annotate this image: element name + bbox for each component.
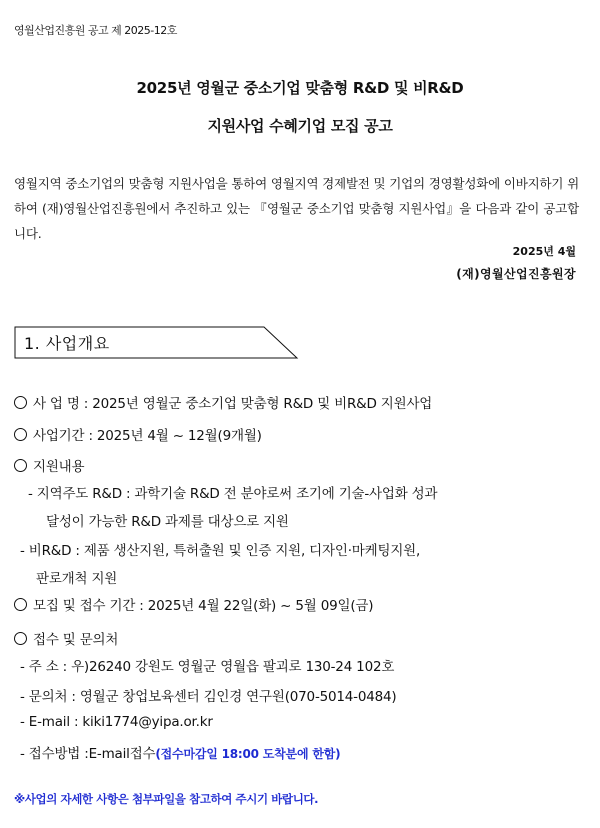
email-line: - E-mail : kiki1774@yipa.or.kr (20, 714, 213, 730)
method-text: - 접수방법 :E-mail접수 (20, 746, 156, 762)
announcement-date: 2025년 4월 (512, 245, 576, 258)
intro-paragraph (14, 171, 579, 246)
intro-text: 영월지역 중소기업의 맞춤형 지원사업을 통하여 영월지역 경제발전 및 기업의 경영활성화에 이바지하기 위하여 (재)영월산업진흥원에서 추진하고 있는 『영월군 중소기업 맞춤형 지원사업』을 다음과 같이 공고합니다. (14, 176, 579, 241)
period-row (14, 424, 262, 444)
contact-row (14, 628, 118, 648)
section-title: 1. 사업개요 (24, 334, 110, 353)
support-row (14, 455, 84, 475)
method-note: (접수마감일 18:00 도착분에 한함) (155, 747, 341, 761)
circle-bullet-icon (14, 632, 27, 645)
organization-name: (재)영월산업진흥원장 (456, 267, 576, 281)
project-name-text: 사 업 명 : 2025년 영월군 중소기업 맞춤형 R&D 및 비R&D 지원사업 (33, 396, 433, 412)
contact-label: 접수 및 문의처 (33, 632, 119, 648)
section-heading-box (14, 326, 298, 358)
support-nonrnd-line1: - 비R&D : 제품 생산지원, 특허출원 및 인증 지원, 디자인·마케팅지원, (20, 543, 421, 559)
footnote: ※사업의 자세한 사항은 첨부파일을 참고하여 주시기 바랍니다. (14, 792, 319, 806)
circle-bullet-icon (14, 396, 27, 409)
period-text: 사업기간 : 2025년 4월 ~ 12월(9개월) (33, 428, 262, 444)
inquiry-line: - 문의처 : 영월군 창업보육센터 김인경 연구원(070-5014-0484) (20, 689, 397, 705)
method-line (20, 742, 340, 762)
recruit-period-text: 모집 및 접수 기간 : 2025년 4월 22일(화) ~ 5월 09일(금) (33, 598, 374, 614)
circle-bullet-icon (14, 428, 27, 441)
document-title-line2: 지원사업 수혜기업 모집 공고 (207, 117, 393, 135)
recruit-period-row (14, 594, 373, 614)
support-rnd-line1: - 지역주도 R&D : 과학기술 R&D 전 분야로써 조기에 기술-사업화 성과 (28, 486, 438, 502)
circle-bullet-icon (14, 459, 27, 472)
project-name-row (14, 392, 432, 412)
address-line: - 주 소 : 우)26240 강원도 영월군 영월읍 팔괴로 130-24 102호 (20, 659, 395, 675)
notice-number: 영월산업진흥원 공고 제 2025-12호 (14, 24, 177, 37)
circle-bullet-icon (14, 598, 27, 611)
document-title-line1: 2025년 영월군 중소기업 맞춤형 R&D 및 비R&D (136, 79, 464, 97)
support-rnd-line2: 달성이 가능한 R&D 과제를 대상으로 지원 (46, 514, 289, 530)
support-nonrnd-line2: 판로개척 지원 (36, 571, 118, 587)
support-label: 지원내용 (33, 459, 85, 475)
